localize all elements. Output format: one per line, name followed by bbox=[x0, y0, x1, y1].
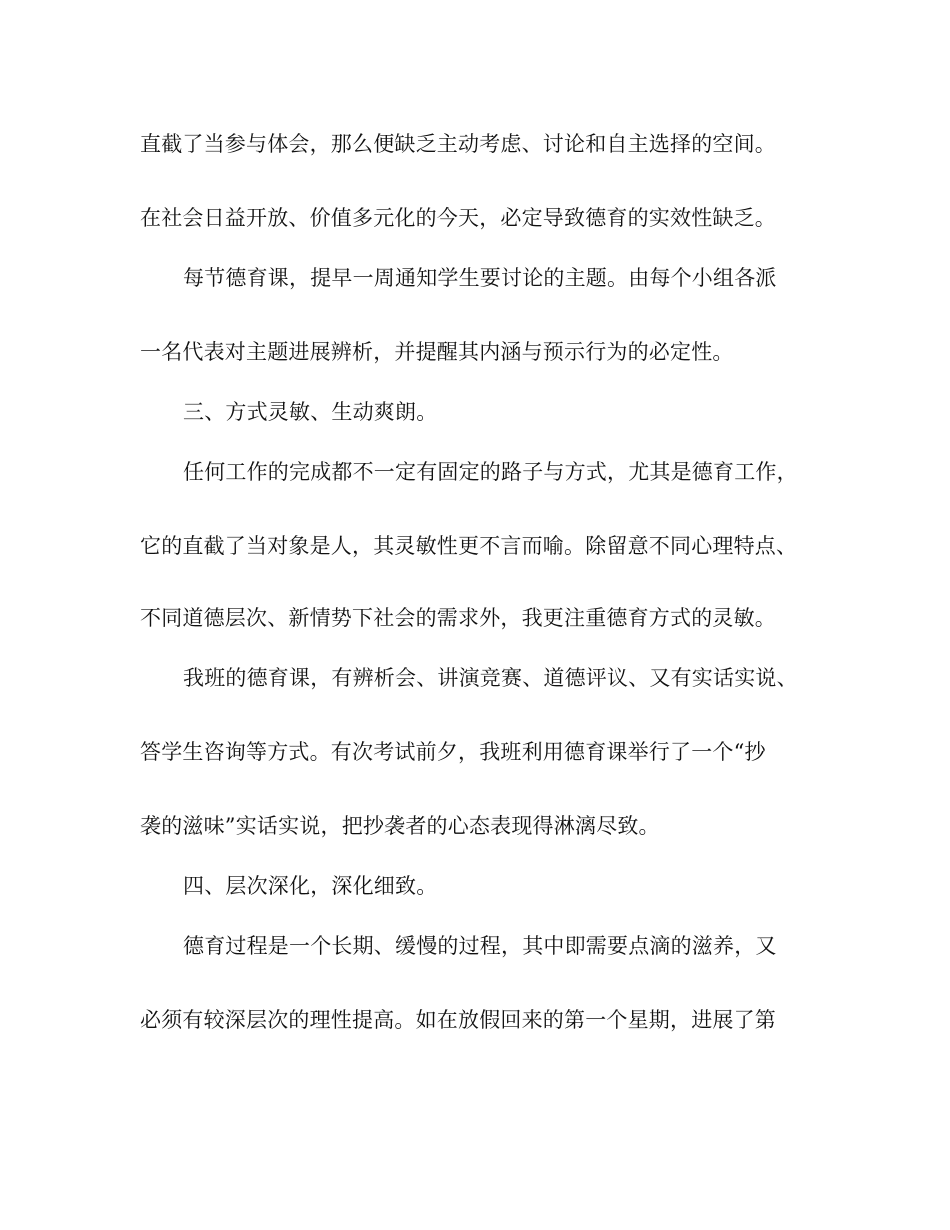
paragraph-first-line: 德育过程是一个长期、缓慢的过程，其中即需要点滴的滋养，又 bbox=[183, 934, 777, 958]
text-line: 袭的滋味”实话实说，把抄袭者的心态表现得淋漓尽致。 bbox=[140, 814, 660, 838]
text-line: 必须有较深层次的理性提高。如在放假回来的第一个星期，进展了第 bbox=[140, 1008, 776, 1032]
section-heading: 三、方式灵敏、生动爽朗。 bbox=[183, 400, 438, 424]
section-heading: 四、层次深化，深化细致。 bbox=[183, 874, 438, 898]
text-line: 答学生咨询等方式。有次考试前夕，我班利用德育课举行了一个“抄 bbox=[140, 740, 766, 764]
text-line: 直截了当参与体会，那么便缺乏主动考虑、讨论和自主选择的空间。 bbox=[140, 132, 776, 156]
paragraph-first-line: 任何工作的完成都不一定有固定的路子与方式，尤其是德育工作， bbox=[183, 460, 798, 484]
paragraph-first-line: 每节德育课，提早一周通知学生要讨论的主题。由每个小组各派 bbox=[183, 266, 777, 290]
text-line: 一名代表对主题进展辨析，并提醒其内涵与预示行为的必定性。 bbox=[140, 340, 734, 364]
paragraph-first-line: 我班的德育课，有辨析会、讲演竞赛、道德评议、又有实话实说、 bbox=[183, 666, 798, 690]
text-line: 不同道德层次、新情势下社会的需求外，我更注重德育方式的灵敏。 bbox=[140, 606, 776, 630]
text-line: 在社会日益开放、价值多元化的今天，必定导致德育的实效性缺乏。 bbox=[140, 206, 776, 230]
text-line: 它的直截了当对象是人，其灵敏性更不言而喻。除留意不同心理特点、 bbox=[140, 534, 798, 558]
